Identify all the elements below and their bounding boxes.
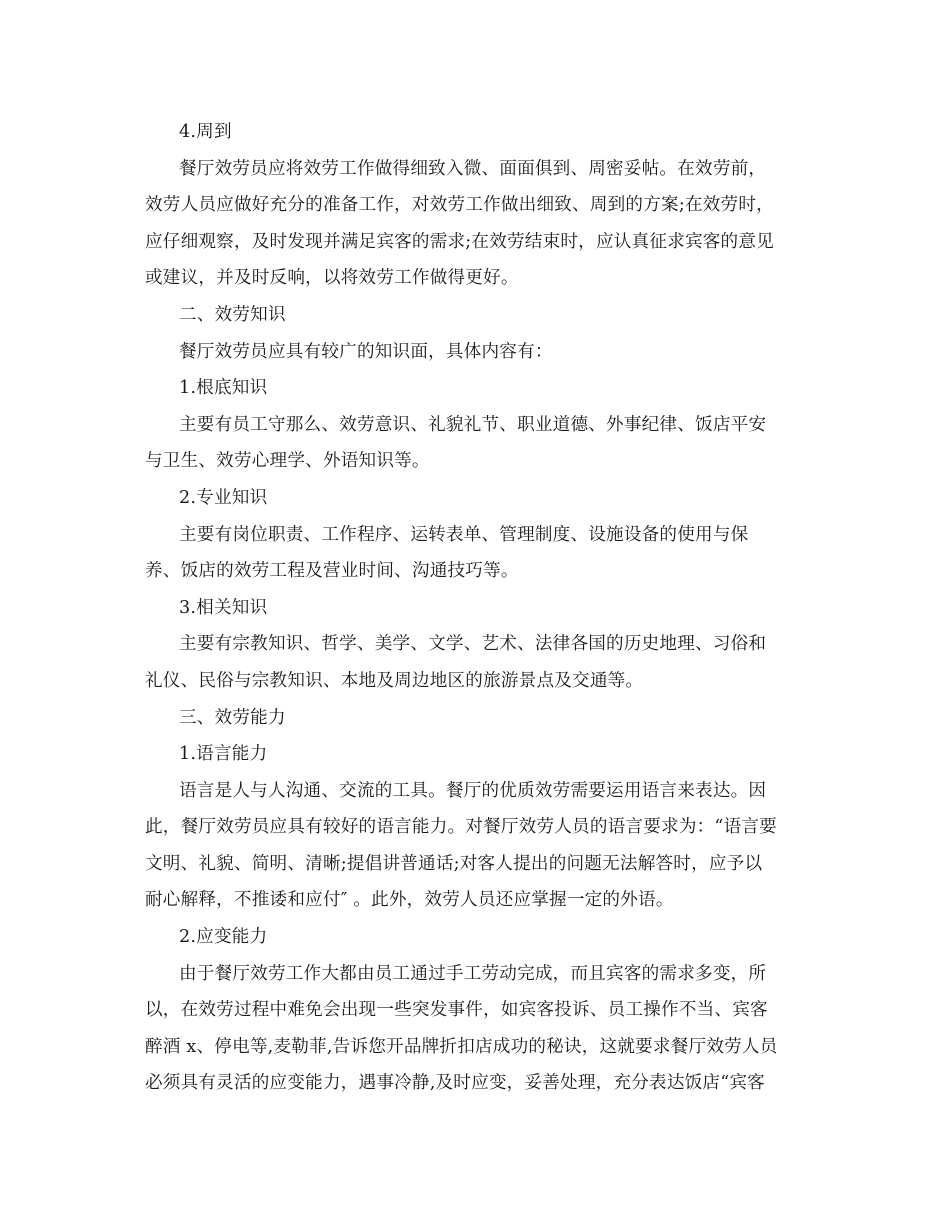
text-line: 2.专业知识: [179, 487, 268, 508]
text-line: 与卫生、效劳心理学、外语知识等。: [145, 451, 430, 472]
text-line: 礼仪、民俗与宗教知识、本地及周边地区的旅游景点及交通等。: [145, 670, 644, 691]
text-line: 4.周到: [179, 122, 232, 142]
text-line: 文明、礼貌、简明、清晰;提倡讲普通话;对客人提出的问题无法解答时，应予以: [145, 853, 763, 874]
text-line: 餐厅效劳员应具有较广的知识面，具体内容有：: [179, 341, 553, 362]
text-line: 1.语言能力: [179, 744, 268, 765]
text-line: 主要有岗位职责、工作程序、运转表单、管理制度、设施设备的使用与保: [179, 524, 749, 545]
text-line: 以，在效劳过程中难免会出现一些突发事件，如宾客投诉、员工操作不当、宾客: [145, 1000, 768, 1021]
text-line: 或建议，并及时反响，以将效劳工作做得更好。: [145, 268, 519, 289]
text-line: 1.根底知识: [179, 378, 268, 399]
text-line: 餐厅效劳员应将效劳工作做得细致入微、面面俱到、周密妥帖。在效劳前，: [179, 158, 767, 179]
text-line: 此，餐厅效劳员应具有较好的语言能力。对餐厅效劳人员的语言要求为：“语言要: [145, 817, 777, 838]
text-line: 主要有员工守那么、效劳意识、礼貌礼节、职业道德、外事纪律、饭店平安: [179, 414, 767, 435]
text-line: 醉酒 x、停电等,麦勒菲,告诉您开品牌折扣店成功的秘诀，这就要求餐厅效劳人员: [145, 1036, 778, 1057]
text-line: 2.应变能力: [179, 927, 268, 948]
text-line: 应仔细观察，及时发现并满足宾客的需求;在效劳结束时，应认真征求宾客的意见: [145, 231, 774, 252]
document-body: [145, 114, 813, 1102]
text-line: 效劳人员应做好充分的准备工作，对效劳工作做出细致、周到的方案;在效劳时，: [145, 195, 774, 216]
text-line: 主要有宗教知识、哲学、美学、文学、艺术、法律各国的历史地理、习俗和: [179, 634, 767, 655]
text-line: 由于餐厅效劳工作大都由员工通过手工劳动完成，而且宾客的需求多变，所: [179, 963, 767, 984]
text-line: 语言是人与人沟通、交流的工具。餐厅的优质效劳需要运用语言来表达。因: [179, 780, 767, 801]
text-line: 必须具有灵活的应变能力，遇事冷静,及时应变，妥善处理，充分表达饭店“宾客: [145, 1073, 765, 1094]
text-line: 养、饭店的效劳工程及营业时间、沟通技巧等。: [145, 561, 519, 582]
text-line: 耐心解释，不推诿和应付″ 。此外，效劳人员还应掌握一定的外语。: [145, 890, 674, 911]
text-line: 3.相关知识: [179, 597, 268, 618]
text-line: 二、效劳知识: [179, 304, 286, 325]
text-line: 三、效劳能力: [179, 707, 286, 728]
